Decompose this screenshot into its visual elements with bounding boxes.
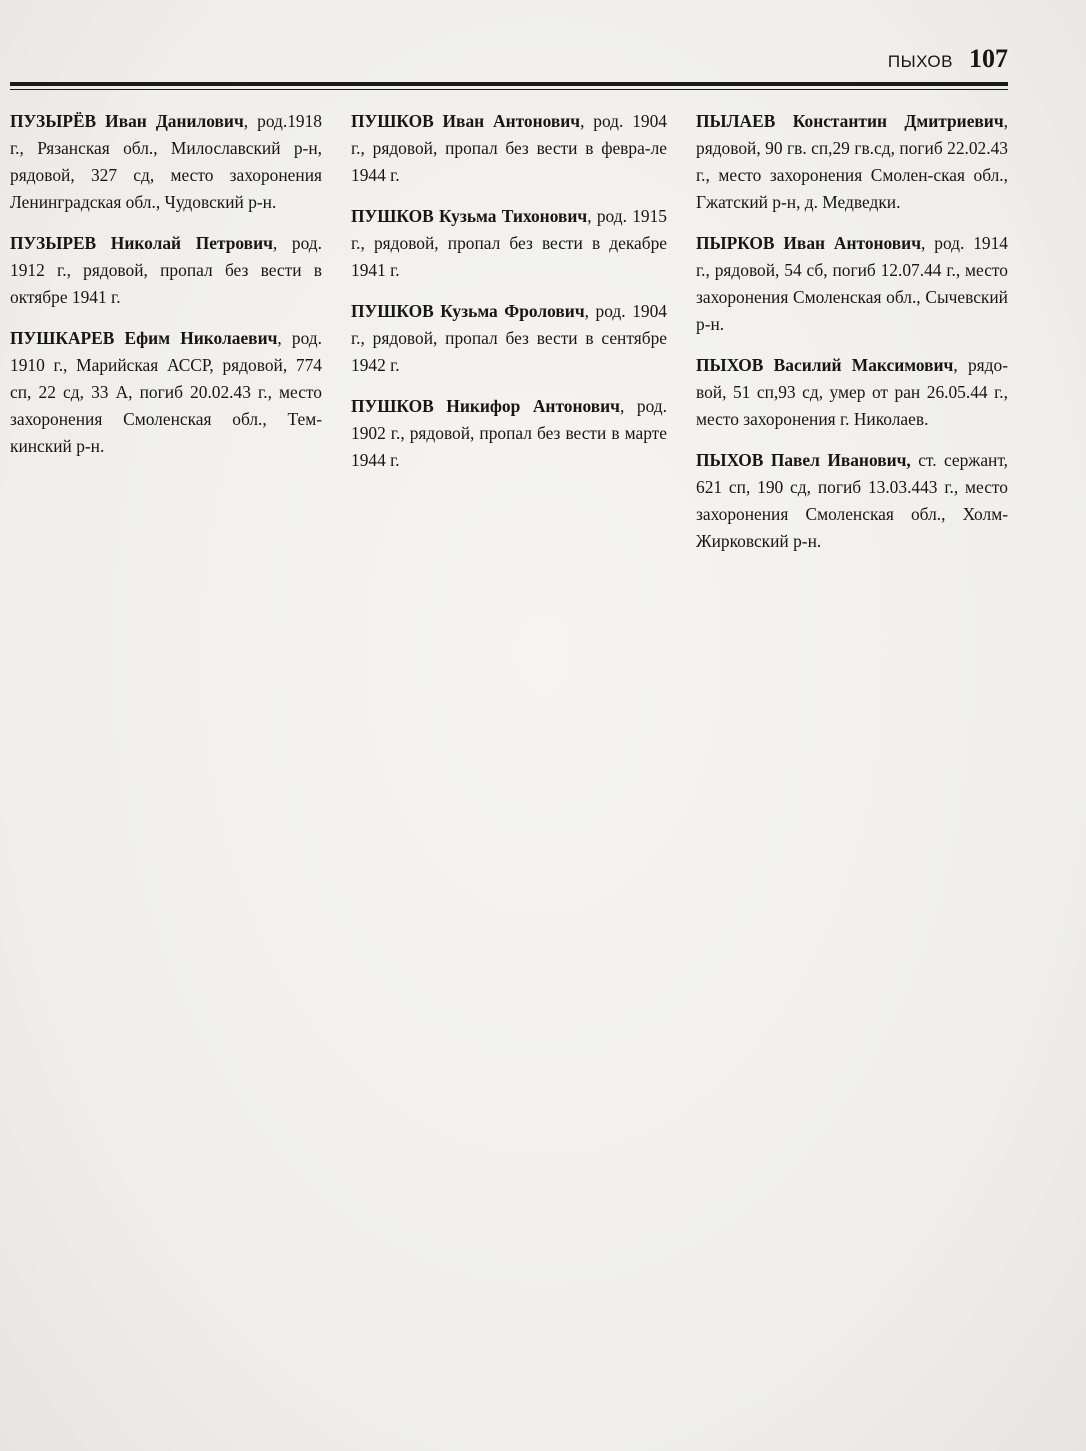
- running-head: ПЫХОВ: [887, 52, 953, 71]
- header-rule-thin: [10, 89, 1008, 90]
- entry-text: , род.1918 г., Рязанская обл., Милославский р-н, рядовой, 327 сд, место захоронения Ленинградская обл., Чудовский р-н.: [10, 111, 323, 212]
- entry-name: ПЫРКОВ Иван Антонович: [696, 233, 922, 253]
- entry-name: ПУШКОВ Никифор Антонович: [351, 396, 620, 416]
- entry: [696, 447, 1008, 555]
- entry-name: ПУШКОВ Кузьма Фролович: [351, 301, 585, 321]
- page-number: 107: [969, 44, 1008, 73]
- entry-name: ПУШКОВ Кузьма Тихонович: [351, 206, 588, 226]
- entry: [351, 203, 667, 284]
- entry-text: , рядо-вой, 51 сп,93 сд, умер от ран 26.05.44 г., место захоронения г. Николаев.: [696, 355, 1008, 429]
- entry-name: ПУШКАРЕВ Ефим Николаевич: [10, 328, 278, 348]
- column-1: [10, 108, 322, 569]
- entry-name: ПУЗЫРЕВ Николай Петрович: [10, 233, 273, 253]
- entry: [10, 230, 322, 311]
- entry-name: ПУШКОВ Иван Антонович: [351, 111, 581, 131]
- column-2: [351, 108, 667, 569]
- entry-name: ПУЗЫРЁВ Иван Данилович: [10, 111, 244, 131]
- entry-text: , род. 1910 г., Марийская АССР, рядовой, 774 сп, 22 сд, 33 А, погиб 20.02.43 г., место захоронения Смоленская обл., Тем-кинский р-н.: [10, 328, 323, 456]
- entry: [351, 393, 667, 474]
- entry: [351, 108, 667, 189]
- header-rule-thick: [10, 82, 1008, 86]
- entry: [10, 325, 322, 460]
- entry-text: , род. 1912 г., рядовой, пропал без вести в октябре 1941 г.: [10, 233, 323, 307]
- entry-text: , род. 1915 г., рядовой, пропал без вести в декабре 1941 г.: [351, 206, 667, 280]
- entry-name: ПЫЛАЕВ Константин Дмитриевич: [696, 111, 1004, 131]
- entry-text: , род. 1914 г., рядовой, 54 сб, погиб 12.07.44 г., место захоронения Смоленская обл., Сычевский р-н.: [696, 233, 1008, 334]
- entry: [10, 108, 322, 216]
- page-header: [888, 44, 1008, 74]
- entry: [696, 230, 1008, 338]
- entry-name: ПЫХОВ Павел Иванович,: [696, 450, 911, 470]
- entry-name: ПЫХОВ Василий Максимович: [696, 355, 954, 375]
- text-columns: [10, 108, 1008, 569]
- entry-text: ст. сержант, 621 сп, 190 сд, погиб 13.03.443 г., место захоронения Смоленская обл., Холм-Жирковский р-н.: [696, 450, 1008, 551]
- column-3: [696, 108, 1008, 569]
- entry: [696, 108, 1008, 216]
- entry-text: , род. 1902 г., рядовой, пропал без вести в марте 1944 г.: [351, 396, 667, 470]
- entry-text: , род. 1904 г., рядовой, пропал без вести в сентябре 1942 г.: [351, 301, 667, 375]
- entry: [696, 352, 1008, 433]
- entry: [351, 298, 667, 379]
- entry-text: , рядовой, 90 гв. сп,29 гв.сд, погиб 22.02.43 г., место захоронения Смолен-ская обл., Гжатский р-н, д. Медведки.: [696, 111, 1008, 212]
- entry-text: , род. 1904 г., рядовой, пропал без вести в февра-ле 1944 г.: [351, 111, 667, 185]
